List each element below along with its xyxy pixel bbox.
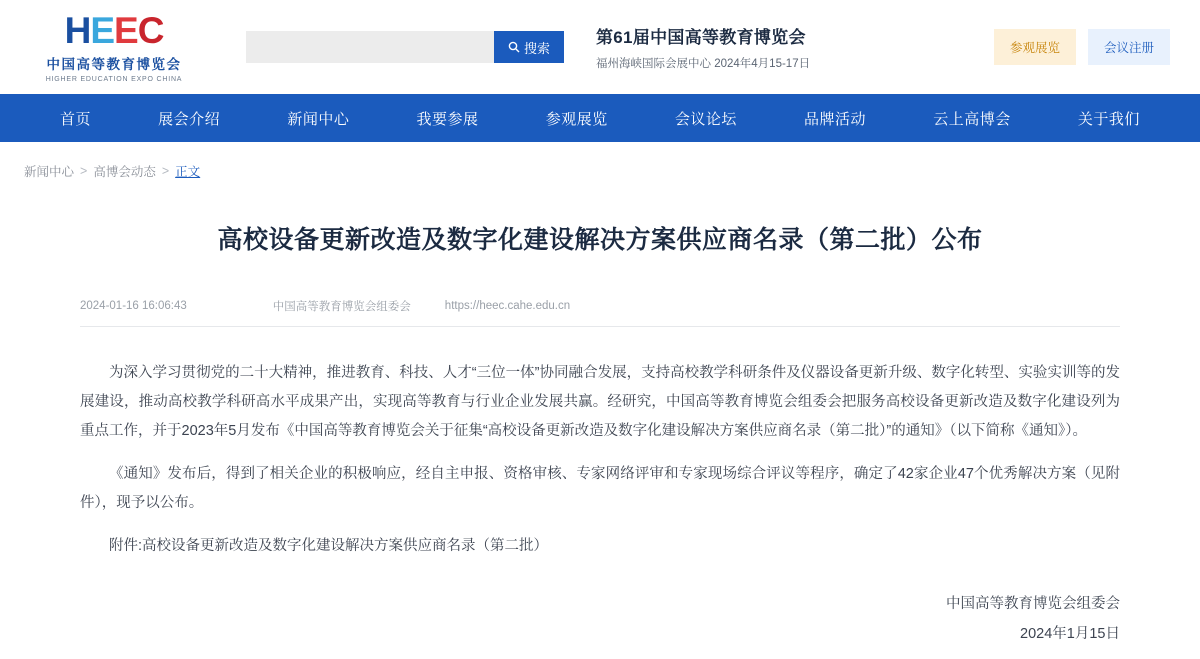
conference-register-button[interactable]: 会议注册: [1088, 29, 1170, 65]
search-icon: [508, 41, 520, 53]
header-actions: [994, 29, 1176, 65]
article-signature: 中国高等教育博览会组委会: [946, 596, 1120, 612]
logo-letter-e1: E: [90, 10, 114, 51]
nav-item-home[interactable]: 首页: [60, 110, 92, 128]
breadcrumb-separator-2: >: [161, 164, 170, 178]
article-paragraph-2: 《通知》发布后，得到了相关企业的积极响应，经自主申报、资格审核、专家网络评审和专家现场综合评议等程序，确定了42家企业47个优秀解决方案（见附件），现予以公布。: [80, 466, 1120, 511]
logo-chinese-name: 中国高等教育博览会: [46, 57, 182, 72]
expo-subtitle: 福州海峡国际会展中心 2024年4月15-17日: [596, 58, 811, 70]
article-container: [0, 220, 1200, 650]
article-timestamp: 2024-01-16 16:06:43: [80, 300, 187, 312]
search-button-label: 搜索: [523, 40, 550, 56]
logo-letter-e2: E: [114, 10, 138, 51]
article-url: https://heec.cahe.edu.cn: [444, 300, 571, 312]
article-meta: [80, 298, 1120, 327]
search-bar: [246, 31, 564, 63]
logo-english-name: HIGHER EDUCATION EXPO CHINA: [45, 76, 183, 83]
article-source: 中国高等教育博览会组委会: [272, 301, 411, 313]
nav-item-about-us[interactable]: 关于我们: [1077, 110, 1140, 128]
logo-letter-c: C: [137, 10, 164, 51]
logo-letter-h: H: [64, 10, 91, 51]
nav-item-news-center[interactable]: 新闻中心: [287, 110, 350, 128]
article-sign-date: 2024年1月15日: [1020, 626, 1120, 643]
logo-letters: [65, 11, 164, 49]
nav-item-cloud-expo[interactable]: 云上高博会: [933, 110, 1011, 128]
expo-title: 第61届中国高等教育博览会: [596, 28, 806, 47]
article-attachment-link[interactable]: 附件:高校设备更新改造及数字化建设解决方案供应商名录（第二批）: [109, 538, 549, 554]
article-title: 高校设备更新改造及数字化建设解决方案供应商名录（第二批）公布: [217, 226, 983, 254]
expo-info: [596, 23, 810, 71]
article-paragraph-1: 为深入学习贯彻党的二十大精神，推进教育、科技、人才“三位一体”协同融合发展，支持高校教学科研条件及仪器设备更新升级、数字化转型、实验实训等的发展建设，推动高校教学科研高水平成果产出，实现高等教育与行业企业发展共赢。经研究，中国高等教育博览会组委会把服务高校设备更新改造及数字化建设列为重点工作，并于2023年5月发布《中国高等教育博览会关于征集“高校设备更新改造及数字化建设解决方案供应商名录（第二批）”的通知》（以下简称《通知》）。: [80, 365, 1120, 439]
article-body: [80, 359, 1120, 561]
nav-item-visit[interactable]: 参观展览: [545, 110, 608, 128]
breadcrumb: [0, 142, 1200, 180]
search-button[interactable]: [494, 31, 564, 63]
visit-expo-button[interactable]: 参观展览: [994, 29, 1076, 65]
nav-item-expo-intro[interactable]: 展会介绍: [158, 110, 221, 128]
nav-item-exhibit[interactable]: 我要参展: [416, 110, 479, 128]
main-navigation: [0, 94, 1200, 142]
search-input[interactable]: [246, 31, 494, 63]
breadcrumb-item-news-center[interactable]: 新闻中心: [24, 165, 75, 179]
nav-item-forum[interactable]: 会议论坛: [674, 110, 737, 128]
site-logo[interactable]: [30, 11, 198, 83]
nav-item-brand-activity[interactable]: 品牌活动: [804, 110, 867, 128]
breadcrumb-item-expo-news[interactable]: 高博会动态: [93, 165, 156, 179]
breadcrumb-item-current[interactable]: 正文: [175, 165, 201, 179]
site-header: [0, 0, 1200, 94]
breadcrumb-separator-1: >: [80, 164, 88, 178]
article-signature-block: [80, 589, 1120, 650]
